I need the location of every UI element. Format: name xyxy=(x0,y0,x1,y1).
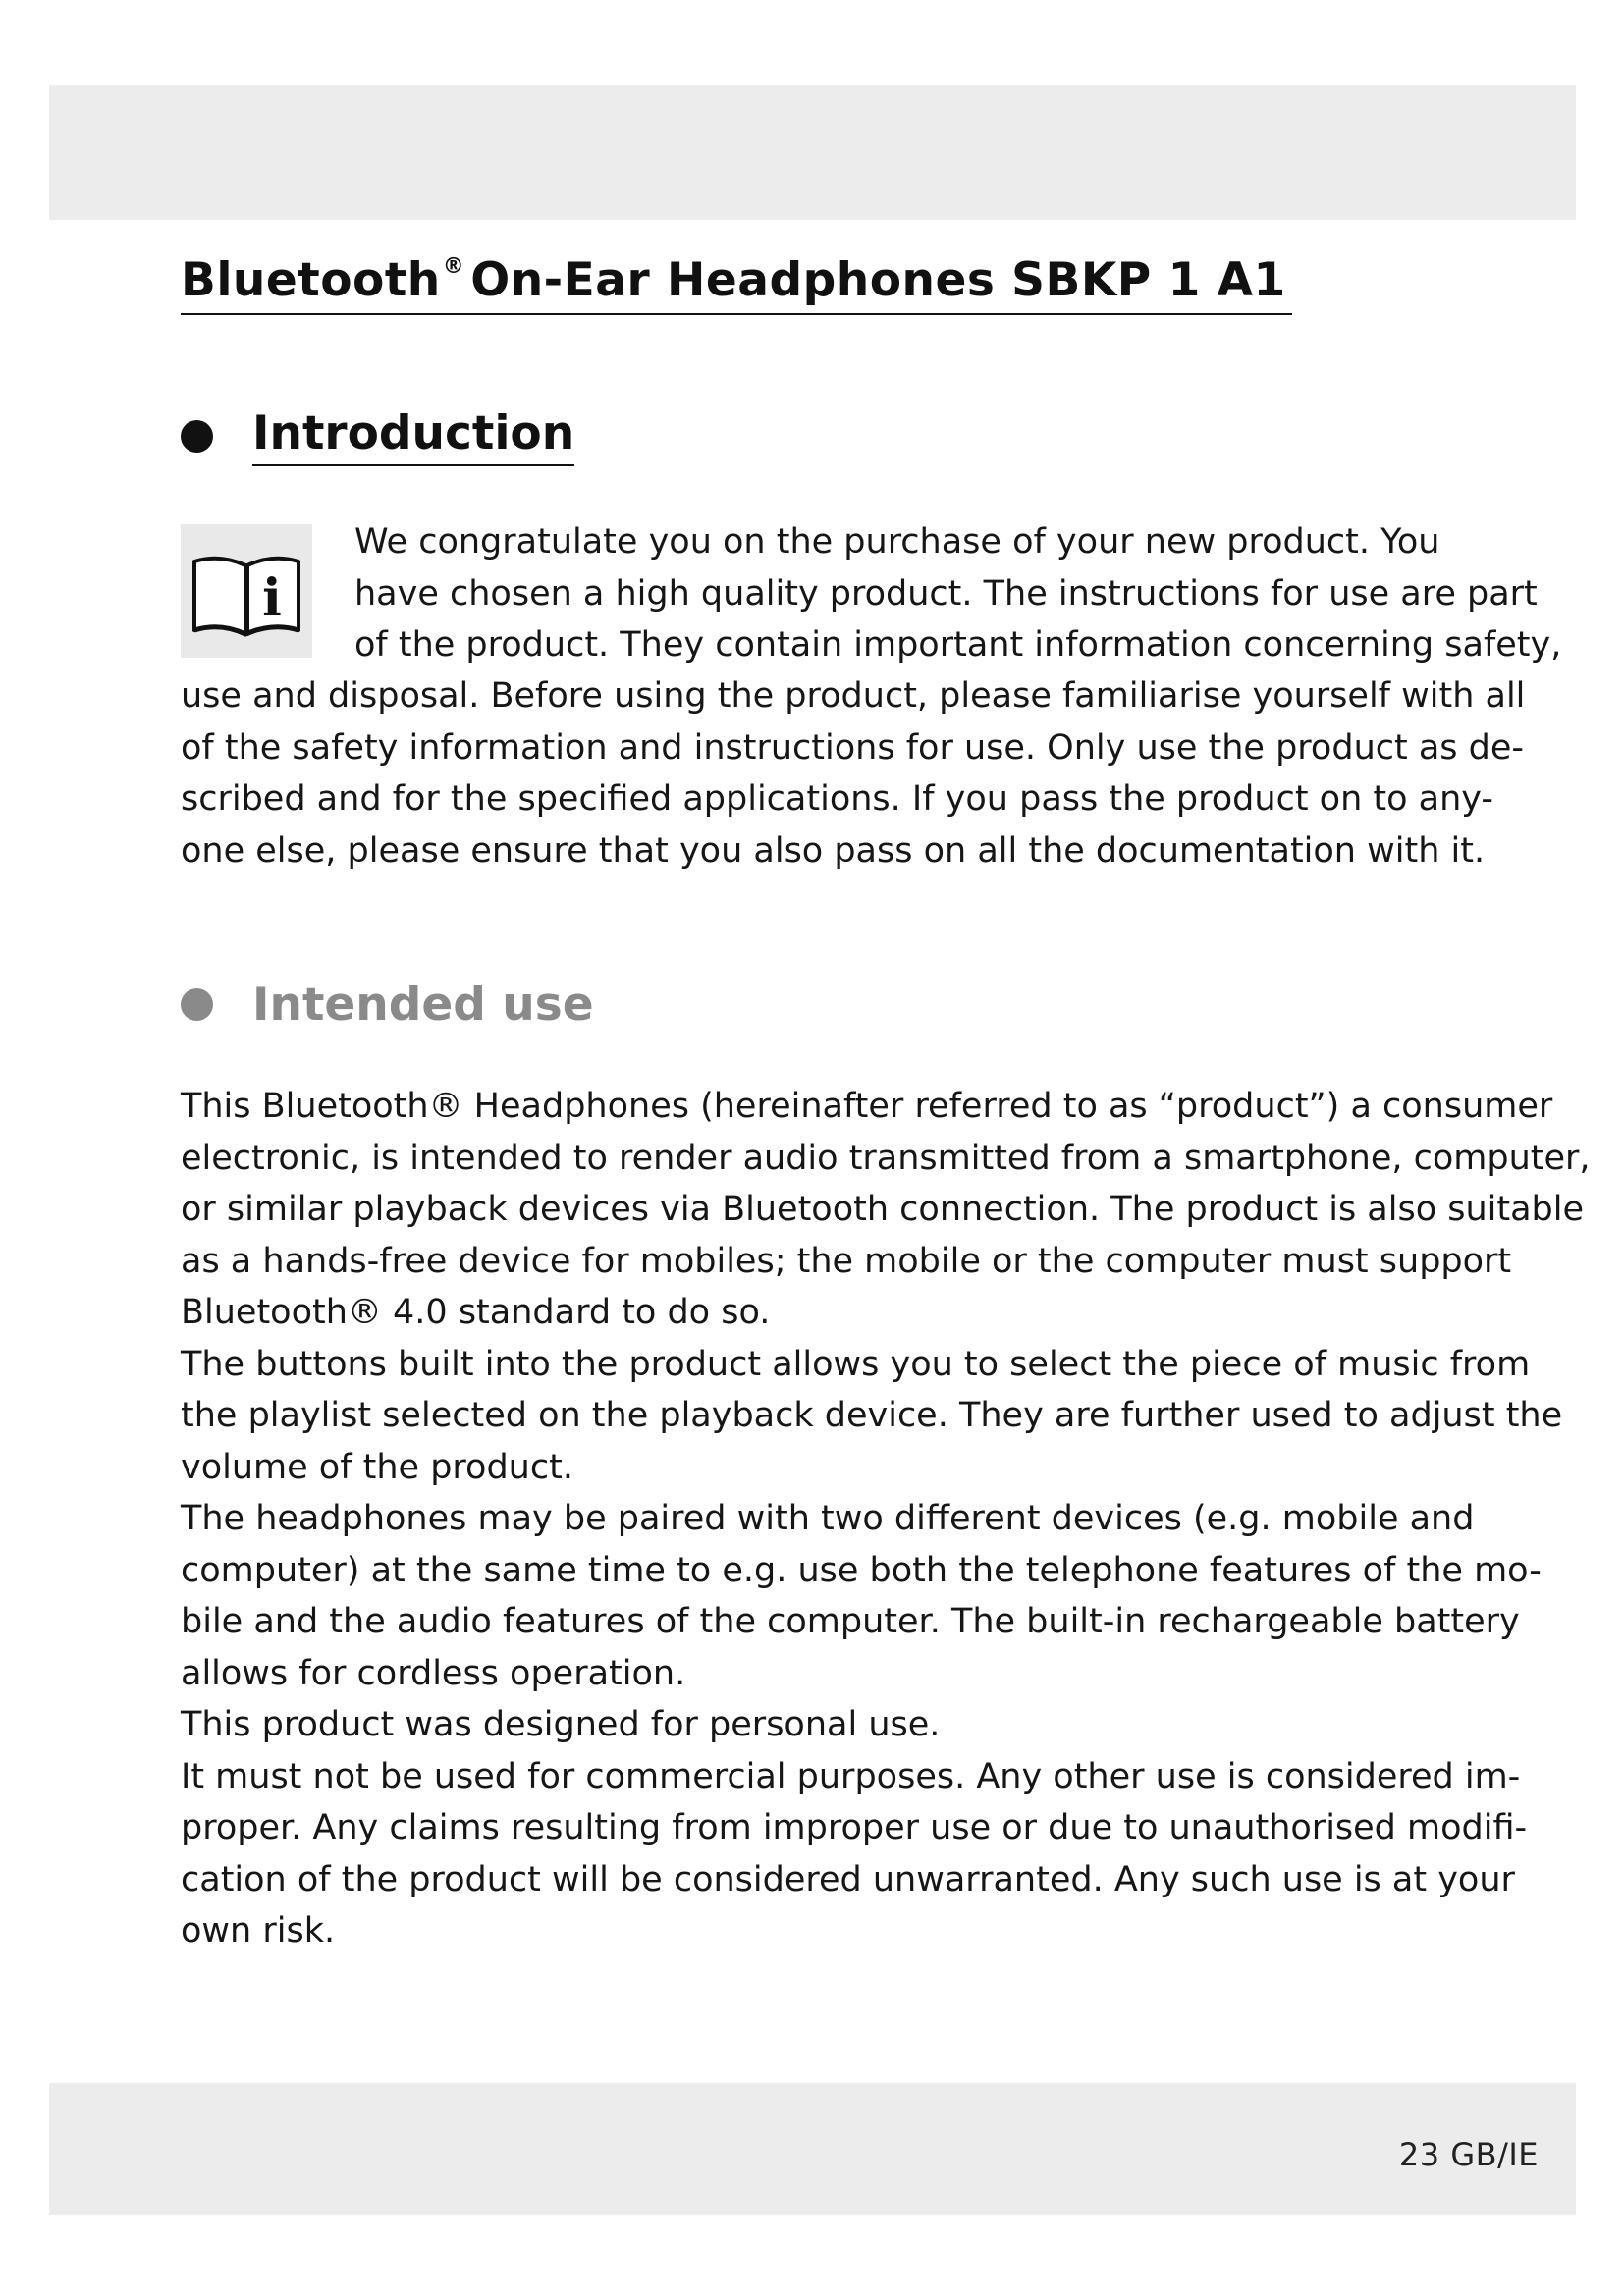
introduction-paragraph xyxy=(181,670,1526,877)
text-line: computer) at the same time to e.g. use both the telephone features of the mo- xyxy=(181,1550,1542,1590)
text-line: cation of the product will be considered unwarranted. Any such use is at your xyxy=(181,1859,1515,1899)
text-line: as a hands-free device for mobiles; the mobile or the computer must support xyxy=(181,1241,1512,1281)
introduction-paragraph-top xyxy=(354,516,1562,671)
text-line: have chosen a high quality product. The instructions for use are part xyxy=(354,573,1538,614)
title-product: On-Ear Headphones SBKP 1 A1 xyxy=(470,253,1286,307)
text-line: use and disposal. Before using the product, please familiarise yourself with all xyxy=(181,676,1526,716)
text-line: We congratulate you on the purchase of your new product. You xyxy=(354,522,1440,561)
info-book-icon xyxy=(181,524,312,658)
text-line: This product was designed for personal use. xyxy=(181,1705,941,1744)
text-line: scribed and for the specified applications. If you pass the product on to any- xyxy=(181,779,1494,819)
text-line: This Bluetooth® Headphones (hereinafter referred to as “product”) a consumer xyxy=(181,1087,1553,1126)
text-line: bile and the audio features of the computer. The built-in rechargeable battery xyxy=(181,1602,1520,1641)
text-line: allows for cordless operation. xyxy=(181,1653,686,1693)
text-line: the playlist selected on the playback device. They are further used to adjust the xyxy=(181,1396,1563,1435)
bullet-icon xyxy=(181,988,213,1021)
introduction-heading-text: Introduction xyxy=(252,406,574,466)
intended-use-heading xyxy=(181,978,594,1032)
text-line: of the safety information and instructions for use. Only use the product as de- xyxy=(181,727,1525,768)
page-number: 23 GB/IE xyxy=(1398,2136,1539,2173)
text-line: one else, please ensure that you also pass on all the documentation with it. xyxy=(181,830,1486,871)
registered-mark: ® xyxy=(442,254,465,280)
text-line: or similar playback devices via Bluetooth connection. The product is also suitable xyxy=(181,1190,1585,1229)
intended-use-paragraph xyxy=(181,1081,1591,1957)
text-line: proper. Any claims resulting from improper use or due to unauthorised modifi- xyxy=(181,1808,1528,1847)
intended-use-heading-text: Intended use xyxy=(252,978,594,1032)
text-line: volume of the product. xyxy=(181,1447,573,1487)
text-line: The buttons built into the product allows you to select the piece of music from xyxy=(181,1344,1531,1384)
title-brand: Bluetooth xyxy=(181,253,441,307)
document-title xyxy=(181,253,1292,315)
footer-band xyxy=(49,2083,1576,2215)
introduction-heading xyxy=(181,406,574,466)
text-line: It must not be used for commercial purposes. Any other use is considered im- xyxy=(181,1756,1521,1796)
header-band xyxy=(49,85,1576,220)
text-line: electronic, is intended to render audio transmitted from a smartphone, computer, xyxy=(181,1138,1591,1178)
text-line: Bluetooth® 4.0 standard to do so. xyxy=(181,1293,771,1332)
text-line: own risk. xyxy=(181,1911,336,1950)
text-line: The headphones may be paired with two different devices (e.g. mobile and xyxy=(181,1499,1475,1538)
info-letter: i xyxy=(262,568,282,628)
text-line: of the product. They contain important information concerning safety, xyxy=(354,625,1562,665)
bullet-icon xyxy=(181,420,213,453)
